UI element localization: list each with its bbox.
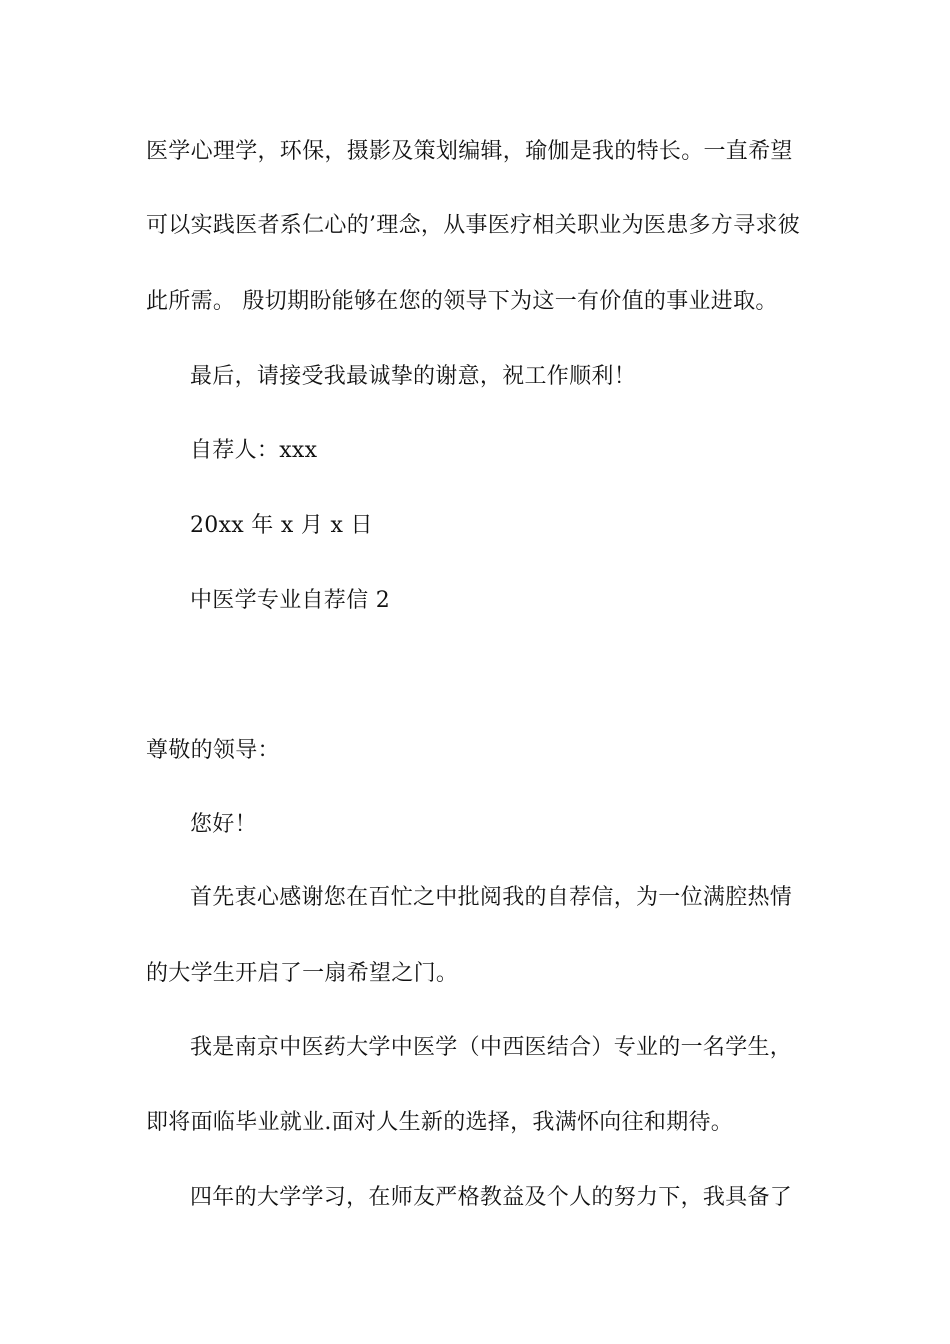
- paragraph-line: 我是南京中医药大学中医学（中西医结合）专业的一名学生，: [190, 1035, 793, 1060]
- paragraph-line: 此所需。 殷切期盼能够在您的领导下为这一有价值的事业进取。: [146, 289, 778, 314]
- signature-line: 自荐人：xxx: [190, 438, 318, 463]
- paragraph-line: 医学心理学，环保，摄影及策划编辑，瑜伽是我的特长。一直希望: [146, 139, 793, 164]
- greeting: 您好！: [190, 812, 257, 837]
- paragraph-line: 可以实践医者系仁心的’理念，从事医疗相关职业为医患多方寻求彼: [146, 213, 800, 238]
- section-title: 中医学专业自荐信 2: [190, 588, 390, 613]
- date-line: 20xx 年 x 月 x 日: [190, 513, 373, 538]
- paragraph-line: 即将面临毕业就业.面对人生新的选择，我满怀向往和期待。: [146, 1110, 734, 1135]
- salutation: 尊敬的领导：: [146, 738, 280, 763]
- paragraph-line: 首先衷心感谢您在百忙之中批阅我的自荐信，为一位满腔热情: [190, 885, 793, 910]
- closing-line: 最后，请接受我最诚挚的谢意，祝工作顺利！: [190, 364, 637, 389]
- paragraph-line: 的大学生开启了一扇希望之门。: [146, 961, 459, 986]
- paragraph-line: 四年的大学学习，在师友严格教益及个人的努力下，我具备了: [190, 1185, 793, 1210]
